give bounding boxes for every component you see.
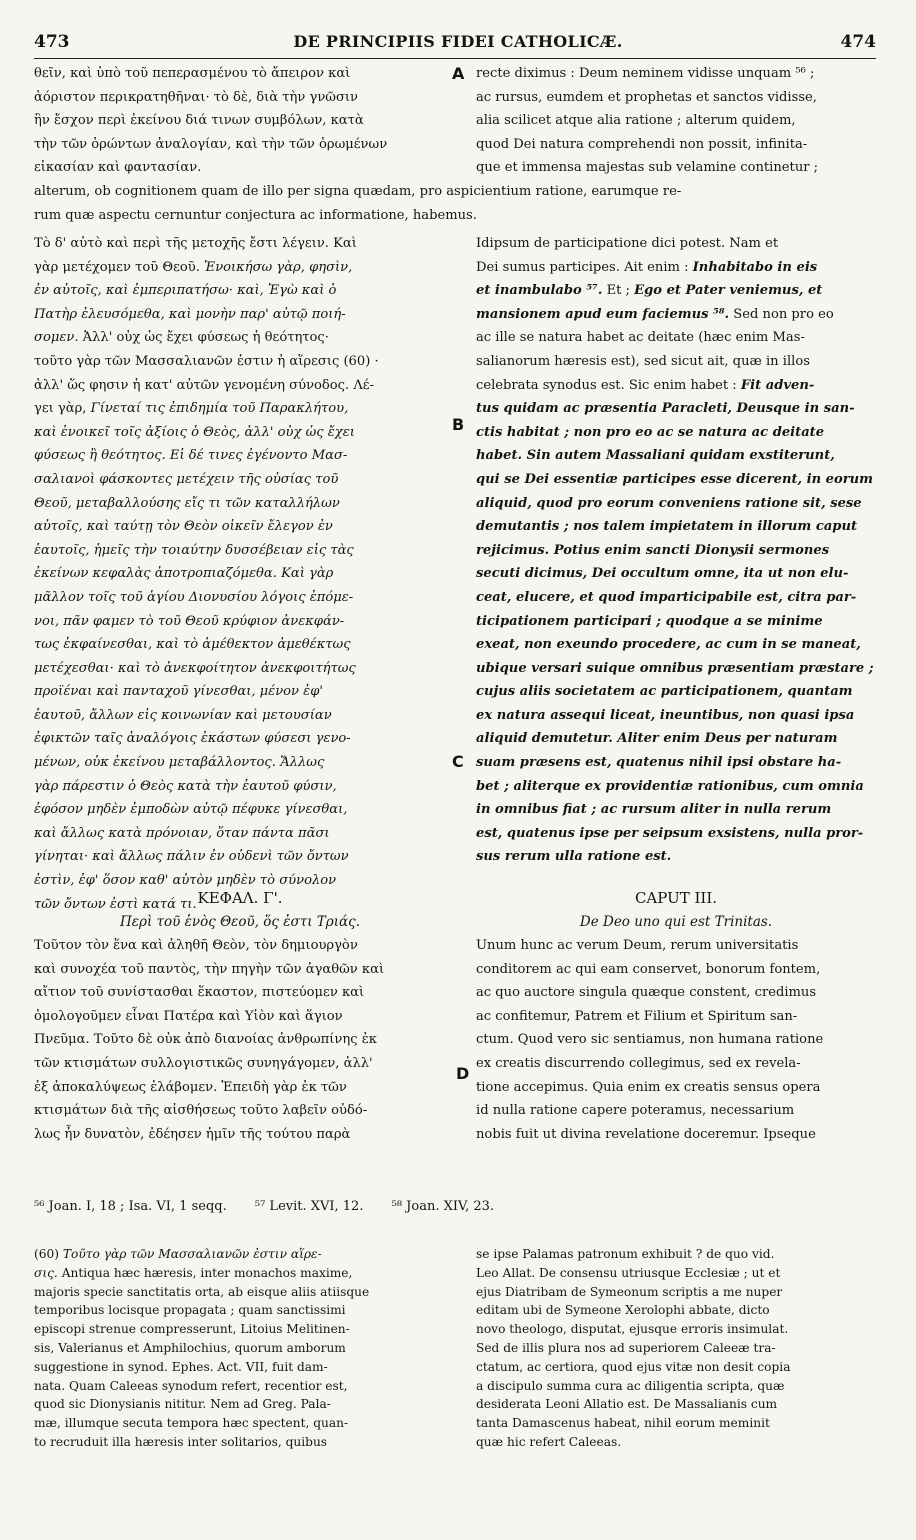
latin-chapter-title: CAPUT III.: [634, 889, 718, 907]
latin-chapter-subtitle: De Deo uno qui est Trinitas.: [579, 914, 773, 930]
running-header: [0, 32, 916, 56]
note-60: (60) Τοῦτο γὰρ τῶν Μασσαλιανῶν ἐστιν αἵρε- σις. Antiqua hæc hæresis, inter monachos maxime, majoris specie sanctitatis orta, ab eisque aliis atiisque temporibus locisque propagata ; quam sanctissimi episcopi strenue compresserunt, Litoius Melitinen- sis, Valerianus et Amphilochius, quorum amborum suggestione in synod. Ephes. Act. VII, fuit dam- nata. Quam Caleeas synodum refert, recentior est, quod sic Dionysianis nititur. Nem ad Greg. Pala- mæ, illumque secuta tempora hæc spectent, quan- to recruduit illa hæresis inter solitarios, quibus: [34, 1247, 370, 1449]
latin-column-1: [476, 62, 876, 180]
footnotes: [34, 1196, 876, 1218]
greek-chapter-text: Τοῦτον τὸν ἕνα καὶ ἀληθῆ Θεὸν, τὸν δημιουργὸν καὶ συνοχέα τοῦ παντὸς, τὴν πηγὴν τῶν ἀγαθῶν καὶ αἴτιον τοῦ συνίστασθαι ἕκαστον, πιστεύομεν καὶ ὁμολογοῦμεν εἶναι Πατέρα καὶ Υἱὸν καὶ ἅγιον Πνεῦμα. Τοῦτο δὲ οὐκ ἀπὸ διανοίας ἀνθρωπίνης ἐκ τῶν κτισμάτων συλλογιστικῶς συνηγάγομεν, ἀλλ' ἐξ ἀποκαλύψεως ἐλάβομεν. Ἐπειδὴ γὰρ ἐκ τῶν κτισμάτων διὰ τῆς αἰσθήσεως τοῦτο λαβεῖν οὐδό- λως ἦν δυνατὸν, ἐδέησεν ἡμῖν τῆς τούτου παρὰ: [34, 938, 385, 1142]
latin-paragraph-1: recte diximus : Deum neminem vidisse unquam ⁵⁶ ; ac rursus, eumdem et prophetas et sanctos vidisse, alia scilicet atque alia ratione ; alterum quidem, quod Dei natura comprehendi non possit, infinita- que et immensa majestas sub velamine continetur ;: [476, 66, 819, 176]
note-60-continued: se ipse Palamas patronum exhibuit ? de quo vid. Leo Allat. De consensu utriusque Ecclesiæ ; ut et ejus Diatribam de Symeonum scriptis a me nuper editam ubi de Symeone Xerolophi abbate, dicto novo theologo, disputat, ejusque erroris insimulat. Sed de illis plura nos ad superiorem Caleeæ tra- ctatum, ac certiora, quod ejus vitæ non desit copia a discipulo summa cura ac diligentia scripta, quæ desiderata Leoni Allatio est. De Massalianis cum tanta Damascenus habeat, nihil eorum meminit quæ hic refert Caleeas.: [476, 1247, 791, 1449]
footnote-57: ⁵⁷ Levit. XVI, 12.: [254, 1199, 364, 1214]
greek-chapter-title: ΚΕΦΑΛ. Γ'.: [197, 889, 283, 907]
editor-note-right: [476, 1245, 876, 1452]
greek-chapter-subtitle: Περὶ τοῦ ἑνὸς Θεοῦ, ὅς ἐστι Τριάς.: [120, 914, 360, 930]
editor-note-left: [34, 1245, 446, 1452]
greek-column-1: [34, 62, 446, 180]
footnote-56: ⁵⁶ Joan. I, 18 ; Isa. VI, 1 seqq.: [34, 1199, 227, 1214]
greek-column-2: [34, 232, 446, 916]
margin-mark-b: B: [452, 415, 465, 434]
page-number-right: 474: [840, 32, 876, 52]
margin-mark-a: A: [452, 64, 465, 83]
latin-span-line: alterum, ob cognitionem quam de illo per signa quædam, pro aspicientium ratione, earumque re- rum quæ aspectu cernuntur conjectura ac informatione, habemus.: [34, 184, 682, 223]
latin-column-2: [476, 232, 876, 869]
greek-chapter-column: [34, 886, 446, 1146]
page-number-left: 473: [34, 32, 70, 52]
latin-chapter-column: [476, 886, 876, 1146]
margin-mark-c: C: [452, 752, 464, 771]
latin-paragraph-2: Idipsum de participatione dici potest. Nam et Dei sumus participes. Ait enim : Inhabitabo in eis et inambulabo ⁵⁷. Et ; Ego et Pater veniemus, et mansionem apud eum faciemus ⁵⁸. Sed non pro eo ac ille se natura habet ac deitate (hæc enim Mas- salianorum hæresis est), sed sicut ait, quæ in illos celebrata synodus est. Sic enim habet : Fit adven- tus quidam ac præsentia Paracleti, Deusque in san- ctis habitat ; non pro eo ac se natura ac deitate habet. Sin autem Massaliani quidam exstiterunt, qui se Dei essentiæ participes esse dicerent, in eorum aliquid, quod pro eorum conveniens ratione sit, sese demutantis ; nos talem impietatem in illorum caput rejicimus. Potius enim sancti Dionysii sermones secuti dicimus, Dei occultum omne, ita ut non elu- ceat, elucere, et quod imparticipabile est, citra par- ticipationem participari ; quodque a se minime exeat, non exeundo procedere, ac cum in se maneat, ubique versari suique omnibus præsentiam præstare ; cujus aliis societatem ac participationem, quantam ex natura assequi liceat, ineuntibus, non quasi ipsa aliquid demutetur. Aliter enim Deus per naturam suam præsens est, quatenus nihil ipsi obstare ha- bet ; aliterque ex providentiæ rationibus, cum omnia in omnibus fiat ; ac rursum aliter in nulla rerum est, quatenus ipse per seipsum exsistens, nulla pror- sus rerum ulla ratione est.: [476, 236, 874, 865]
greek-paragraph-2: Τὸ δ' αὐτὸ καὶ περὶ τῆς μετοχῆς ἔστι λέγειν. Καὶ γὰρ μετέχομεν τοῦ Θεοῦ. Ἐνοικήσω γὰρ, φησὶν, ἐν αὐτοῖς, καὶ ἐμπεριπατήσω· καὶ, Ἐγὼ καὶ ὁ Πατὴρ ἐλευσόμεθα, καὶ μονὴν παρ' αὐτῷ ποιή- σομεν. Ἀλλ' οὐχ ὡς ἔχει φύσεως ἡ θεότητος· τοῦτο γὰρ τῶν Μασσαλιανῶν ἐστιν ἡ αἵρεσις (60) · ἀλλ' ὥς φησιν ἡ κατ' αὐτῶν γενομένη σύνοδος. Λέ- γει γὰρ, Γίνεταί τις ἐπιδημία τοῦ Παρακλήτου, καὶ ἐνοικεῖ τοῖς ἀξίοις ὁ Θεὸς, ἀλλ' οὐχ ὡς ἔχει φύσεως ἢ θεότητος. Εἰ δέ τινες ἐγένοντο Μασ- σαλιανοὶ φάσκοντες μετέχειν τῆς οὐσίας τοῦ Θεοῦ, μεταβαλλούσης εἴς τι τῶν καταλλήλων αὐτοῖς, καὶ ταύτῃ τὸν Θεὸν οἰκεῖν ἔλεγον ἐν ἑαυτοῖς, ἡμεῖς τὴν τοιαύτην δυσσέβειαν εἰς τὰς ἐκείνων κεφαλὰς ἀποτροπιαζόμεθα. Καὶ γὰρ μᾶλλον τοῖς τοῦ ἁγίου Διονυσίου λόγοις ἑπόμε- νοι, πᾶν φαμεν τὸ τοῦ Θεοῦ κρύφιον ἀνεκφάν- τως ἐκφαίνεσθαι, καὶ τὸ ἀμέθεκτον ἀμεθέκτως μετέχεσθαι· καὶ τὸ ἀνεκφοίτητον ἀνεκφοιτήτως προϊέναι καὶ πανταχοῦ γίνεσθαι, μένον ἐφ' ἑαυτοῦ, ἄλλων εἰς κοινωνίαν καὶ μετουσίαν ἐφικτῶν ταῖς ἀναλόγοις ἑκάστων φύσεσι γενο- μένων, οὐκ ἐκείνου μεταβάλλοντος. Ἄλλως γὰρ πάρεστιν ὁ Θεὸς κατὰ τὴν ἑαυτοῦ φύσιν, ἐφόσον μηδὲν ἐμποδὼν αὐτῷ πέφυκε γίνεσθαι, καὶ ἄλλως κατὰ πρόνοιαν, ὅταν πάντα πᾶσι γίνηται· καὶ ἄλλως πάλιν ἐν οὐδενὶ τῶν ὄντων ἐστὶν, ἐφ' ὅσον καθ' αὐτὸν μηδὲν τὸ σύνολον τῶν ὄντων ἐστὶ κατά τι.: [34, 236, 379, 912]
latin-chapter-text: Unum hunc ac verum Deum, rerum universitatis conditorem ac qui eam conservet, bonorum fontem, ac quo auctore singula quæque constent, credimus ac confitemur, Patrem et Filium et Spiritum san- ctum. Quod vero sic sentiamus, non humana ratione ex creatis discurrendo collegimus, sed ex revela- tione accepimus. Quia enim ex creatis sensus opera id nulla ratione capere poteramus, necessarium nobis fuit ut divina revelatione doceremur. Ipseque: [476, 938, 824, 1142]
greek-paragraph-1: θεῖν, καὶ ὑπὸ τοῦ πεπερασμένου τὸ ἄπειρον καὶ ἀόριστον περικρατηθῆναι· τὸ δὲ, διὰ τὴν γνῶσιν ἣν ἔσχον περὶ ἐκείνου διά τινων συμβόλων, κατὰ τὴν τῶν ὁρώντων ἀναλογίαν, καὶ τὴν τῶν ὁρωμένων εἰκασίαν καὶ φαντασίαν.: [34, 66, 388, 176]
running-title: DE PRINCIPIIS FIDEI CATHOLICÆ.: [293, 32, 623, 51]
footnote-58: ⁵⁸ Joan. XIV, 23.: [391, 1199, 495, 1214]
margin-mark-d: D: [456, 1064, 470, 1083]
header-rule: [34, 58, 876, 59]
